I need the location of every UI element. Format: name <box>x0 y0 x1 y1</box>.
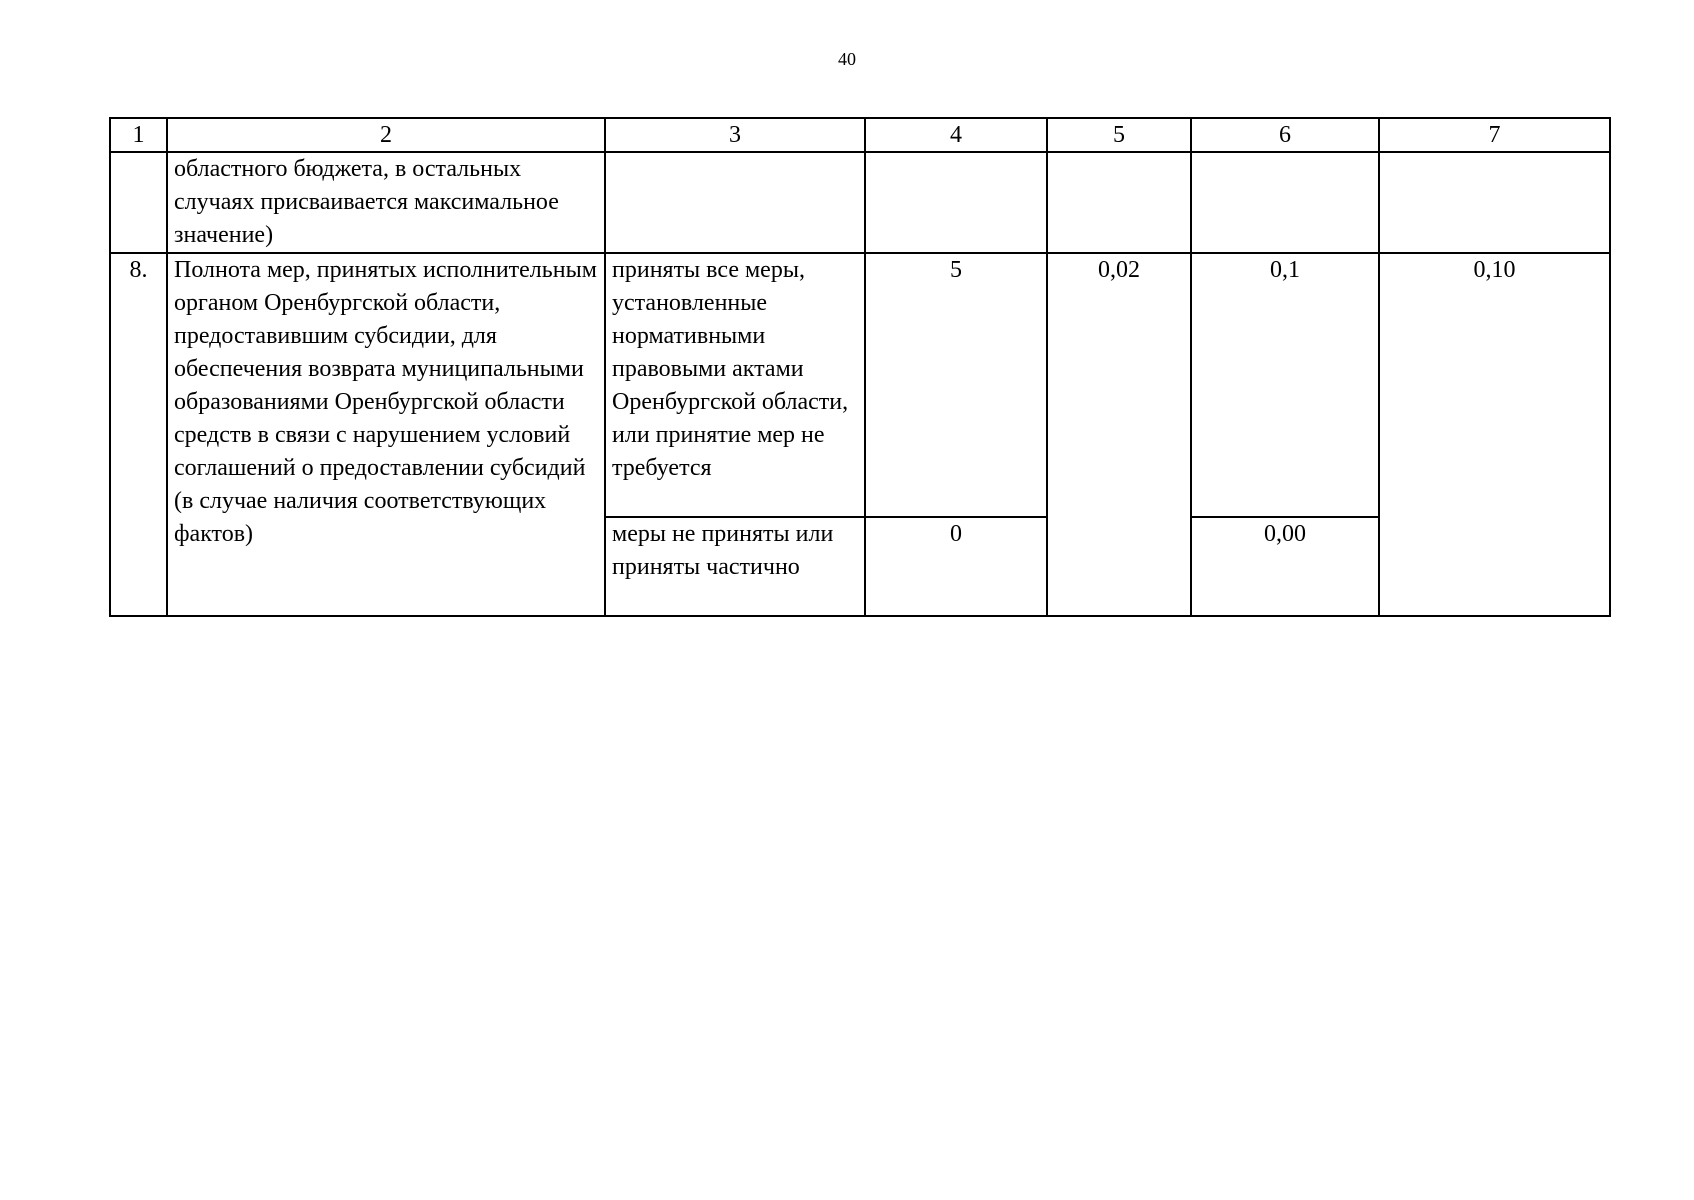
column-header-3: 3 <box>605 118 865 152</box>
column-header-7: 7 <box>1379 118 1610 152</box>
criteria-table <box>109 117 1611 617</box>
row-number-cell: 8. <box>110 253 167 616</box>
score-option-2: 0,00 <box>1191 517 1379 616</box>
table-row-continuation <box>110 152 1610 253</box>
criterion-option-1: приняты все меры, установленные нормативными правовыми актами Оренбургской области, или принятие мер не требуется <box>605 253 865 517</box>
column-header-2: 2 <box>167 118 605 152</box>
column-header-6: 6 <box>1191 118 1379 152</box>
points-option-2: 0 <box>865 517 1047 616</box>
column-header-1: 1 <box>110 118 167 152</box>
table-row-8-option-1 <box>110 253 1610 517</box>
weight-cell: 0,02 <box>1047 253 1191 616</box>
continuation-max-cell <box>1379 152 1610 253</box>
column-header-4: 4 <box>865 118 1047 152</box>
max-value-cell: 0,10 <box>1379 253 1610 616</box>
column-header-5: 5 <box>1047 118 1191 152</box>
continuation-num-cell <box>110 152 167 253</box>
continuation-weight-cell <box>1047 152 1191 253</box>
continuation-description-cell: областного бюджета, в остальных случаях присваивается максимальное значение) <box>167 152 605 253</box>
continuation-criterion-cell <box>605 152 865 253</box>
continuation-points-cell <box>865 152 1047 253</box>
criterion-option-2: меры не приняты или приняты частично <box>605 517 865 616</box>
criterion-description-cell: Полнота мер, принятых исполнительным органом Оренбургской области, предоставившим субсидии, для обеспечения возврата муниципальными образованиями Оренбургской области средств в связи с нарушением условий соглашений о предоставлении субсидий (в случае наличия соответствующих фактов) <box>167 253 605 616</box>
score-option-1: 0,1 <box>1191 253 1379 517</box>
page-number: 40 <box>838 49 856 69</box>
continuation-score-cell <box>1191 152 1379 253</box>
points-option-1: 5 <box>865 253 1047 517</box>
table-header-row <box>110 118 1610 152</box>
